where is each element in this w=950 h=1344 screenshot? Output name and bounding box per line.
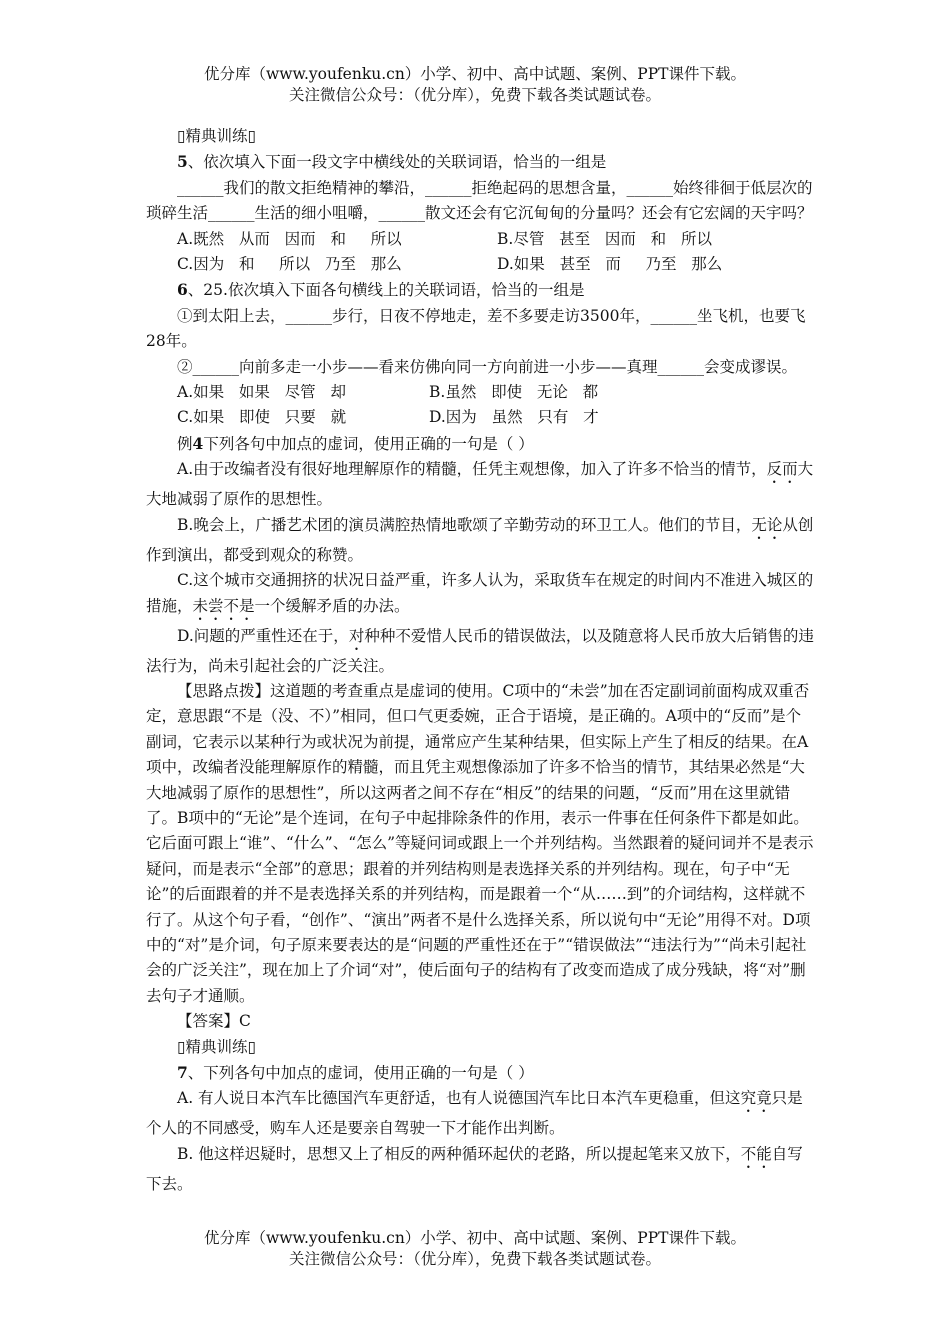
option-b: B.尽管 甚至 因而 和 所以 bbox=[497, 229, 712, 248]
example-4-option-b bbox=[146, 513, 816, 568]
example-text: 下列各句中加点的虚词，使用正确的一句是（ ） bbox=[203, 434, 534, 453]
dotted-word: 究竟 bbox=[740, 1089, 772, 1108]
example-4-option-a bbox=[146, 457, 816, 512]
option-d: D.因为 虽然 只有 才 bbox=[429, 408, 599, 427]
answer-line: 【答案】C bbox=[177, 1012, 251, 1031]
question-number: 6 bbox=[177, 280, 188, 300]
option-text: 自写下去。 bbox=[146, 1144, 803, 1193]
example-4-stem bbox=[146, 431, 816, 457]
page-footer bbox=[0, 1228, 950, 1270]
option-text: A. 有人说日本汽车比德国汽车更舒适，也有人说德国汽车比日本汽车更稳重，但这 bbox=[177, 1089, 741, 1108]
section-title: ▯精典训练▯ bbox=[177, 127, 257, 145]
option-a: A.如果 如果 尽管 却 bbox=[177, 383, 346, 402]
header-line-1: 优分库（www.youfenku.cn）小学、初中、高中试题、案例、PPT课件下载。 bbox=[203, 65, 747, 83]
header-line-2: 关注微信公众号：（优分库），免费下载各类试题试卷。 bbox=[288, 86, 661, 104]
option-text: A.由于改编者没有很好地理解原作的精髓，任凭主观想像，加入了许多不恰当的情节， bbox=[177, 460, 767, 479]
option-text: D.问题的严重性还在于， bbox=[177, 626, 349, 645]
analysis-paragraph: 【思路点拨】这道题的考查重点是虚词的使用。C项中的“未尝”加在否定副词前面构成双重否定，意思跟“不是（没、不）”相同，但口气更委婉，正合于语境，是正确的。A项中的“反而”是个副词，它表示以某种行为或状况为前提，通常应产生某种结果，但实际上产生了相反的结果。在A项中，改编者没能理解原作的精髓，而且凭主观想像添加了许多不恰当的情节，其结果必然是“大大地减弱了原作的思想性”，所以这两者之间不存在“相反”的结果的问题，“反而”用在这里就错了。B项中的“无论”是个连词，在句子中起排除条件的作用，表示一件事在任何条件下都是如此。它后面可跟上“谁”、“什么”、“怎么”等疑问词或跟上一个并列结构。当然跟着的疑问词并不是表示疑问，而是表示“全部”的意思；跟着的并列结构则是表选择关系的并列结构。现在，句子中“无论”的后面跟着的并不是表选择关系的并列结构，而是跟着一个“从……到”的介词结构，这样就不行了。从这个句子看，“创作”、“演出”两者不是什么选择关系，所以说句中“无论”用得不对。D项中的“对”是介词，句子原来要表达的是“问题的严重性还在于”“错误做法”“违法行为”“尚未引起社会的广泛关注”，现在加上了介词“对”，使后面句子的结构有了改变而造成了成分残缺，将“对”删去句子才通顺。 bbox=[146, 681, 814, 1005]
example-label: 例 bbox=[177, 434, 193, 453]
question-6-stem bbox=[146, 277, 816, 303]
example-number: 4 bbox=[192, 433, 204, 453]
option-text: B. 他这样迟疑时，思想又上了相反的两种循环起伏的老路，所以提起笔来又放下， bbox=[177, 1144, 741, 1163]
question-text: 、25.依次填入下面各句横线上的关联词语，恰当的一组是 bbox=[187, 281, 585, 300]
footer-line-2: 关注微信公众号：（优分库），免费下载各类试题试卷。 bbox=[288, 1250, 661, 1268]
option-text: 大大地减弱了原作的思想性。 bbox=[146, 460, 814, 509]
option-a: A.既然 从而 因而 和 所以 bbox=[177, 229, 402, 248]
option-text: 从创作到演出，都受到观众的称赞。 bbox=[146, 515, 814, 564]
question-number: 7 bbox=[177, 1063, 188, 1082]
question-6-sentence-2: ②______向前多走一小步——看来仿佛向同一方向前进一小步——真理______会变成谬误。 bbox=[177, 357, 798, 376]
footer-line-1: 优分库（www.youfenku.cn）小学、初中、高中试题、案例、PPT课件下载。 bbox=[203, 1229, 747, 1247]
option-text: 一个缓解矛盾的办法。 bbox=[254, 596, 410, 615]
option-text: 只是个人的不同感受，购车人还是要亲自驾驶一下才能作出判断。 bbox=[146, 1089, 803, 1138]
dotted-word: 反而 bbox=[766, 460, 798, 479]
option-c: C.因为 和 所以 乃至 那么 bbox=[177, 255, 402, 274]
question-text: 、下列各句中加点的虚词，使用正确的一句是（ ） bbox=[187, 1064, 534, 1082]
question-5-body: ______我们的散文拒绝精神的攀沿，______拒绝起码的思想含量，______始终徘徊于低层次的琐碎生活______生活的细小咀嚼，______散文还会有它沉甸甸的分量吗？还会有它宏阔的天宇吗？ bbox=[146, 178, 813, 223]
option-c: C.如果 即使 只要 就 bbox=[177, 408, 347, 427]
dotted-word: 对 bbox=[348, 626, 365, 645]
option-text: 种种不爱惜人民币的错误做法，以及随意将人民币放大后销售的违法行为，尚未引起社会的广泛关注。 bbox=[146, 626, 814, 675]
dotted-word: 不能 bbox=[740, 1144, 772, 1163]
example-4-option-c bbox=[146, 568, 816, 623]
option-b: B.虽然 即使 无论 都 bbox=[429, 383, 599, 402]
option-d: D.如果 甚至 而 乃至 那么 bbox=[497, 255, 723, 274]
question-5-stem bbox=[146, 149, 816, 175]
document-body bbox=[146, 124, 816, 1197]
question-7-stem bbox=[146, 1060, 816, 1086]
example-4-option-d bbox=[146, 624, 816, 679]
section-title: ▯精典训练▯ bbox=[177, 1037, 257, 1056]
dotted-word: 无论 bbox=[751, 515, 783, 534]
option-text: C.这个城市交通拥挤的状况日益严重，许多人认为，采取货车在规定的时间内不准进入城区的措施， bbox=[146, 571, 814, 615]
question-5-options-ab bbox=[146, 227, 816, 252]
dotted-word: 未尝不是 bbox=[192, 596, 255, 615]
option-text: B.晚会上，广播艺术团的演员满腔热情地歌颂了辛勤劳动的环卫工人。他们的节目， bbox=[177, 515, 752, 534]
question-6-sentence-1: ①到太阳上去，______步行，日夜不停地走，差不多要走访3500年，______坐飞机，也要飞28年。 bbox=[146, 306, 806, 351]
question-6-options-ab bbox=[146, 380, 816, 405]
question-text: 、依次填入下面一段文字中横线处的关联词语，恰当的一组是 bbox=[187, 153, 607, 172]
question-5-options-cd bbox=[146, 252, 816, 277]
question-7-option-a bbox=[146, 1086, 816, 1141]
page-header bbox=[0, 64, 950, 106]
question-6-options-cd bbox=[146, 405, 816, 430]
question-number: 5 bbox=[177, 152, 188, 172]
question-7-option-b bbox=[146, 1142, 816, 1197]
